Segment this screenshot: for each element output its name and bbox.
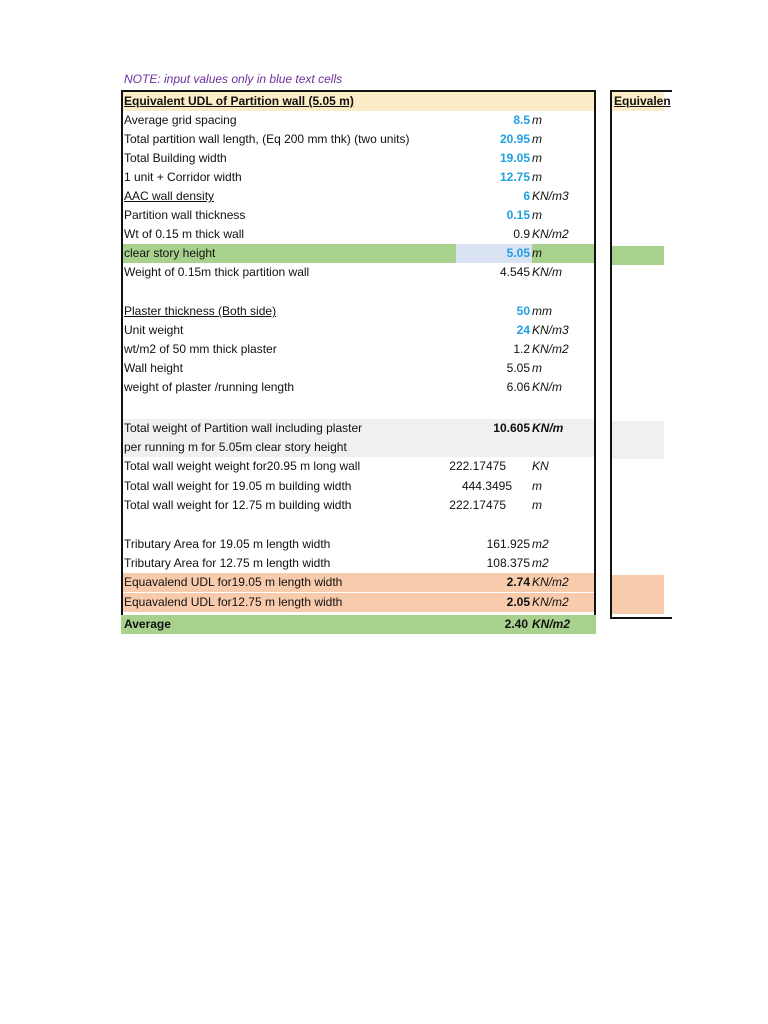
row-value: 222.17475 [449,459,506,473]
row-value: 222.17475 [449,498,506,512]
row-value: 444.3495 [461,479,512,493]
row-unit: m [532,151,542,165]
row-unit: m [532,498,542,512]
table-header-row [123,92,594,111]
adjacent-green-row [612,246,664,265]
table-title: Equivalent UDL of Partition wall (5.05 m) [124,94,354,108]
row-value: 5.05 [506,361,530,375]
row-label: Total wall weight for 19.05 m building width [124,479,352,493]
row-udl-19 [123,573,594,592]
row-corridor-width [123,168,594,187]
adjacent-table-title: Equivalen [614,94,671,108]
row-unit: KN/m [532,265,562,279]
row-total-wall-weight-19 [123,477,594,496]
adjacent-total-row [612,421,664,459]
row-label: Total weight of Partition wall including plaster [124,421,363,435]
row-label: weight of plaster /running length [124,380,295,394]
row-value: 2.05 [506,595,530,609]
row-label: Wall height [124,361,183,375]
row-partition-weight [123,263,594,282]
row-wall-weight-m2 [123,225,594,244]
row-label: Total partition wall length, (Eq 200 mm thk) (two units) [124,132,410,146]
adjacent-table-panel [610,90,672,619]
row-unit: KN/m2 [532,575,569,589]
row-unit: m [532,113,542,127]
row-label: Unit weight [124,323,184,337]
row-value: 10.605 [493,421,530,435]
row-label: Average grid spacing [124,113,237,127]
row-unit: KN/m [532,421,564,435]
row-total-weight [123,419,594,457]
row-value: 4.545 [499,265,530,279]
row-unit: KN/m3 [532,323,569,337]
row-unit: m [532,479,542,493]
row-unit: m [532,246,542,260]
row-total-wall-weight-12 [123,496,594,515]
input-grid-spacing[interactable]: 8.5 [513,113,530,127]
row-tributary-19 [123,535,594,554]
row-unit: KN/m2 [532,617,571,631]
input-note: NOTE: input values only in blue text cells [124,72,343,86]
row-label: Weight of 0.15m thick partition wall [124,265,310,279]
input-partition-length[interactable]: 20.95 [499,132,530,146]
row-clear-story-height [123,244,594,263]
input-building-width[interactable]: 19.05 [499,151,530,165]
row-value: 1.2 [513,342,530,356]
row-total-wall-weight-long [123,457,594,476]
row-label: Total Building width [124,151,227,165]
row-label: Wt of 0.15 m thick wall [124,227,245,241]
row-unit: m [532,170,542,184]
row-average [121,615,596,634]
row-unit: KN [532,459,549,473]
input-wall-thickness[interactable]: 0.15 [506,208,530,222]
row-unit-weight [123,321,594,340]
row-label: clear story height [124,246,216,260]
row-label: Plaster thickness (Both side) [124,304,277,318]
row-label: AAC wall density [124,189,215,203]
row-label: Total wall weight weight for20.95 m long wall [124,459,361,473]
row-unit: KN/m2 [532,227,569,241]
row-label: Tributary Area for 19.05 m length width [124,537,331,551]
row-unit: mm [532,304,552,318]
row-value: 161.925 [486,537,530,551]
row-value: 108.375 [486,556,530,570]
row-unit: KN/m2 [532,595,569,609]
row-udl-12 [123,593,594,612]
adjacent-table-header [612,92,671,111]
row-plaster-thickness [123,302,594,321]
row-unit: m2 [532,556,549,570]
input-corridor-width[interactable]: 12.75 [499,170,530,184]
row-label: Partition wall thickness [124,208,246,222]
row-tributary-12 [123,554,594,573]
row-label: Equavalend UDL for19.05 m length width [124,575,343,589]
row-unit: m2 [532,537,549,551]
row-grid-spacing [123,111,594,130]
row-unit: KN/m [532,380,562,394]
row-unit: KN/m2 [532,342,569,356]
udl-calculation-table [121,90,596,635]
row-label: 1 unit + Corridor width [124,170,242,184]
row-value: 2.40 [504,617,528,631]
row-value: 2.74 [506,575,530,589]
input-plaster-thickness[interactable]: 50 [516,304,530,318]
input-clear-story-height[interactable]: 5.05 [506,246,530,260]
row-wall-thickness [123,206,594,225]
input-unit-weight[interactable]: 24 [516,323,530,337]
row-unit: m [532,361,542,375]
adjacent-orange-rows [612,575,664,614]
row-building-width [123,149,594,168]
row-plaster-weight-m2 [123,340,594,359]
row-unit: m [532,208,542,222]
row-label: Tributary Area for 12.75 m length width [124,556,331,570]
row-label-continued: per running m for 5.05m clear story height [124,440,347,454]
row-aac-density [123,187,594,206]
row-unit: m [532,132,542,146]
row-unit: KN/m3 [532,189,569,203]
row-wall-height [123,359,594,378]
row-plaster-running-length [123,378,594,397]
row-label: Equavalend UDL for12.75 m length width [124,595,343,609]
row-label: Average [124,617,171,631]
row-value: 6.06 [506,380,530,394]
row-label: wt/m2 of 50 mm thick plaster [124,342,277,356]
row-value: 0.9 [513,227,530,241]
row-partition-length [123,130,594,149]
input-aac-density[interactable]: 6 [523,189,530,203]
row-label: Total wall weight for 12.75 m building width [124,498,352,512]
